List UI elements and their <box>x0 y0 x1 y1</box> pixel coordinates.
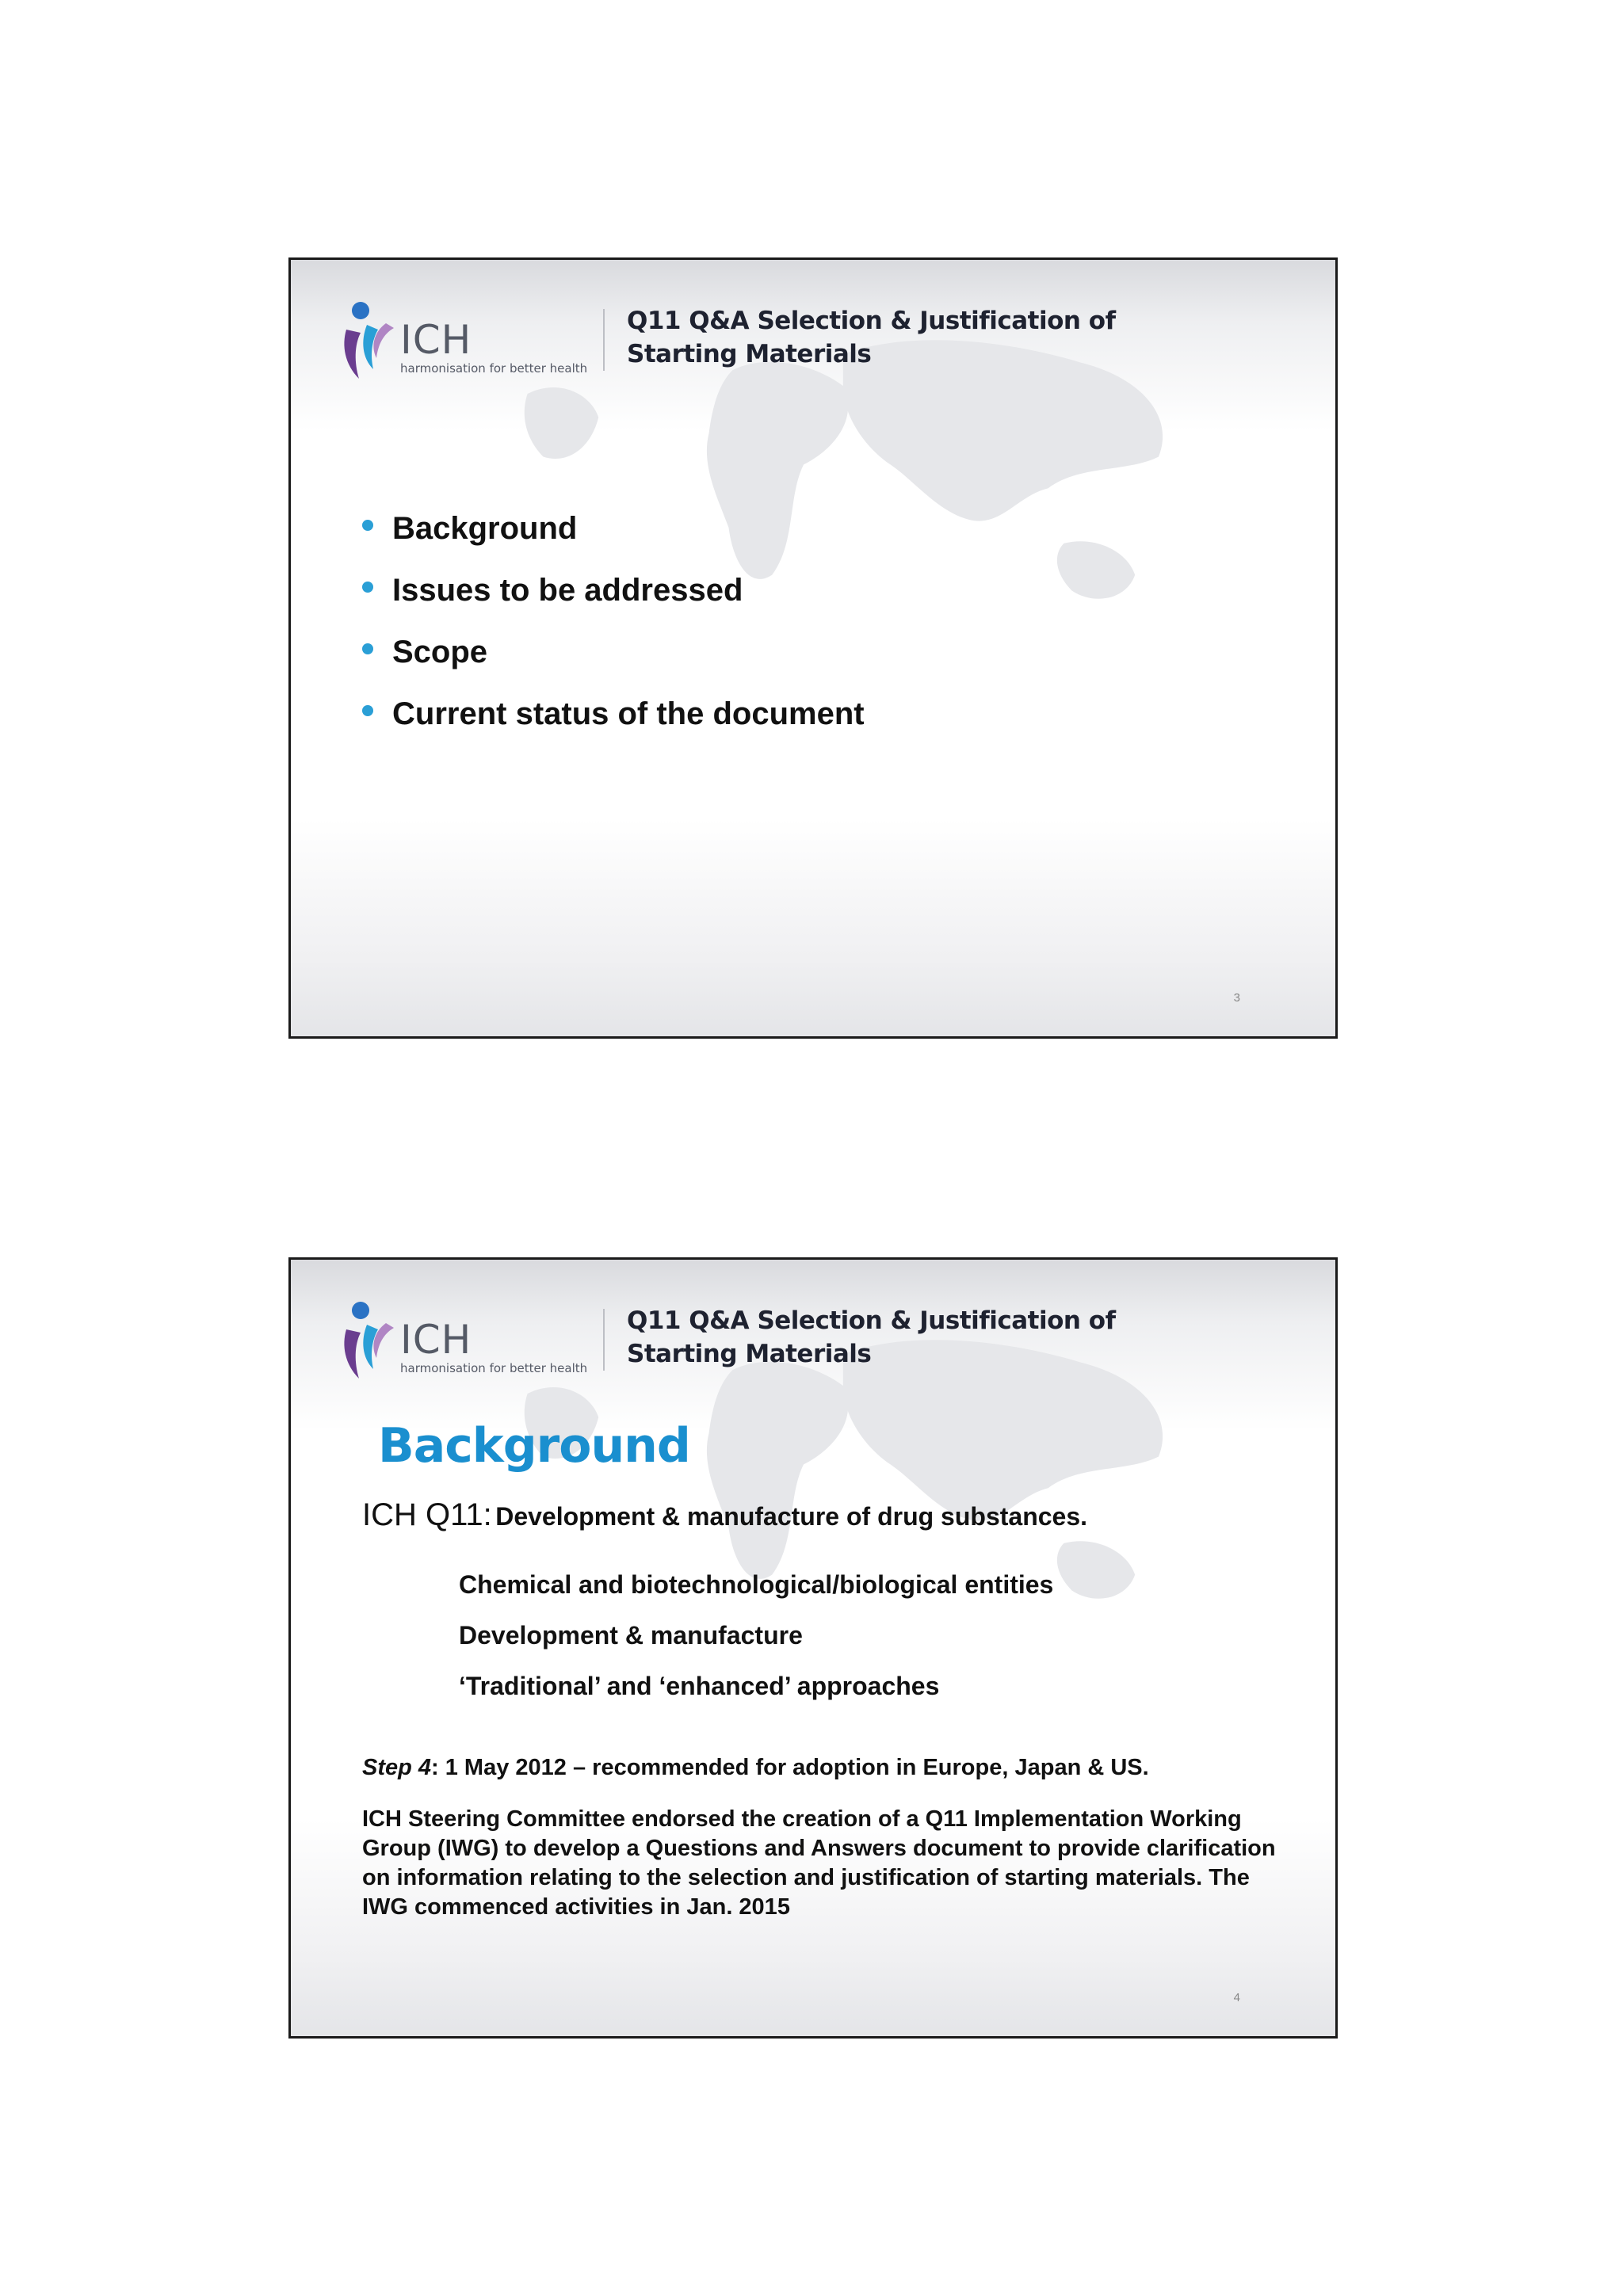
slide-header-title <box>627 1304 1116 1371</box>
list-item: Chemical and biotechnological/biological entities <box>459 1570 1054 1599</box>
bullet-icon <box>362 705 373 716</box>
agenda-list <box>362 498 865 745</box>
ich-logo <box>330 296 588 383</box>
bullet-icon <box>362 520 373 531</box>
list-item: ‘Traditional’ and ‘enhanced’ approaches <box>459 1672 940 1700</box>
slide-4 <box>288 1257 1338 2039</box>
list-item-text: Background <box>392 511 578 546</box>
bullet-icon <box>362 582 373 593</box>
list-item <box>362 683 865 745</box>
header-divider <box>603 1309 605 1371</box>
step-label: Step 4 <box>362 1755 432 1780</box>
list-item <box>362 621 865 683</box>
header-line-1: Q11 Q&A Selection & Justification of <box>627 1306 1116 1335</box>
header-line-1: Q11 Q&A Selection & Justification of <box>627 307 1116 335</box>
list-item <box>362 498 865 559</box>
bullet-icon <box>362 643 373 654</box>
ich-q11-description: Development & manufacture of drug substances. <box>495 1502 1088 1531</box>
iwg-paragraph: ICH Steering Committee endorsed the creation of a Q11 Implementation Working Group (IWG) to develop a Questions and Answers document to provide clarification on information relating to the selection and justification of starting materials. The IWG commenced activities in Jan. 2015 <box>362 1806 1276 1920</box>
slide-title: Background <box>378 1418 690 1474</box>
step-text: : 1 May 2012 – recommended for adoption in Europe, Japan & US. <box>431 1755 1149 1780</box>
slide-header-title <box>627 304 1116 371</box>
page-number: 4 <box>1233 1991 1240 2004</box>
ich-q11-label: ICH Q11: <box>362 1497 492 1532</box>
step-4-line <box>362 1755 1149 1781</box>
list-item: Development & manufacture <box>459 1621 803 1650</box>
ich-q11-heading <box>362 1497 1087 1533</box>
list-item <box>362 559 865 621</box>
list-item-text: Issues to be addressed <box>392 573 743 608</box>
page-number: 3 <box>1233 991 1240 1005</box>
list-item-text: Scope <box>392 635 488 669</box>
logo-tagline: harmonisation for better health <box>400 361 588 376</box>
slide-3 <box>288 257 1338 1039</box>
logo-name: ICH <box>400 317 472 363</box>
list-item-text: Current status of the document <box>392 696 865 731</box>
sub-item-list <box>459 1559 1053 1711</box>
ich-logo <box>330 1296 588 1383</box>
header-line-2: Starting Materials <box>627 1340 872 1368</box>
header-divider <box>603 309 605 371</box>
logo-tagline: harmonisation for better health <box>400 1361 588 1375</box>
logo-name: ICH <box>400 1317 472 1363</box>
header-line-2: Starting Materials <box>627 340 872 368</box>
